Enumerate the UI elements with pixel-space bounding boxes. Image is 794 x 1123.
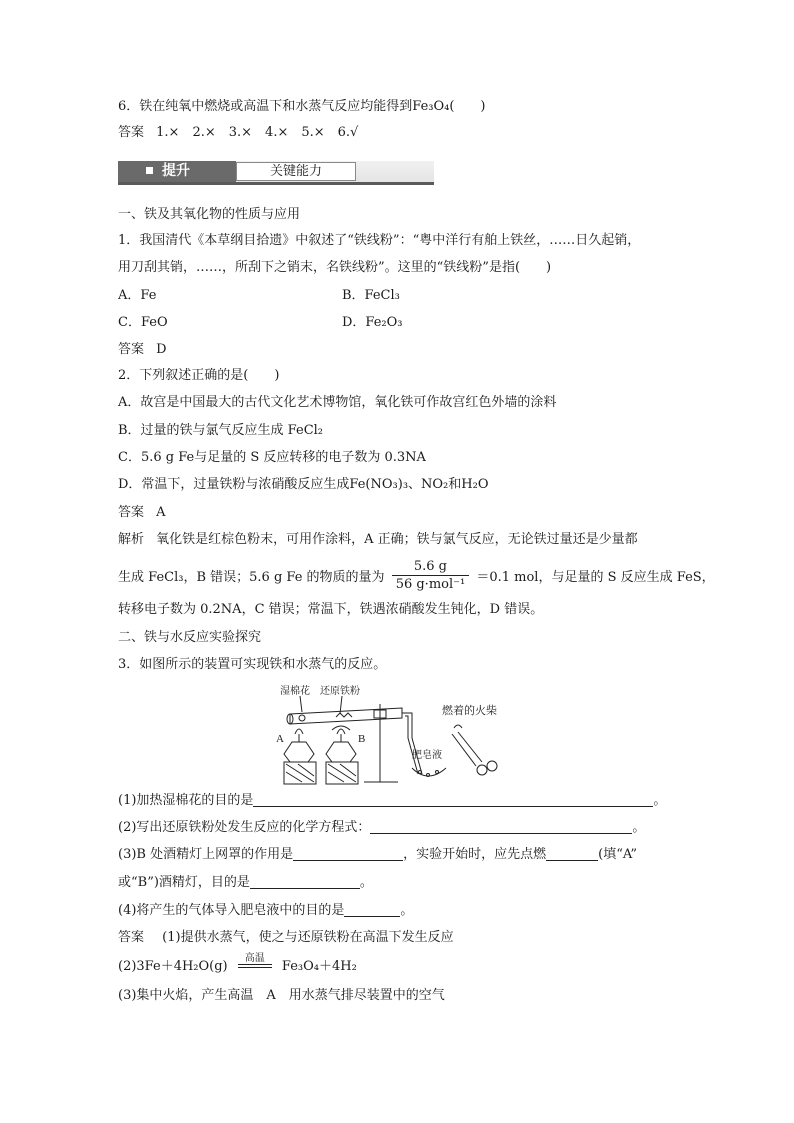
square-bullet-icon [146, 167, 153, 174]
q3-sub3 [118, 846, 637, 864]
condition-text: 高温 [244, 953, 265, 964]
sub-question-text: 或“B”)酒精灯，目的是 [118, 875, 250, 890]
q1-answer-row [118, 341, 167, 359]
q2-option-b: B．过量的铁与氯气反应生成 FeCl₂ [118, 423, 324, 438]
part1-heading: 一、铁及其氧化物的性质与应用 [118, 207, 301, 222]
answer-blank[interactable] [370, 819, 632, 834]
answer-label: 答案 [118, 125, 145, 140]
answer-label: 答案 [118, 930, 145, 945]
period: 。 [632, 820, 646, 835]
answer-blank[interactable] [253, 792, 653, 807]
q3-sub2 [118, 819, 645, 837]
q6-answer-row [118, 124, 358, 142]
fraction-denominator: 56 g·mol⁻¹ [395, 577, 466, 592]
q2-answer-row [118, 504, 166, 522]
answer-blank[interactable] [293, 846, 403, 861]
q3-sub1 [118, 792, 666, 810]
label-reduced-iron: 还原铁粉 [320, 686, 360, 697]
period: 。 [400, 903, 414, 918]
banner-subtitle: 关键能力 [236, 162, 356, 181]
banner-title: 提升 [162, 163, 190, 179]
q2-analysis-line2 [118, 560, 715, 595]
q3-answer-2 [118, 953, 357, 976]
q2-option-c: C．5.6 g Fe与足量的 S 反应转移的电子数为 0.3NA [118, 450, 426, 465]
label-lamp-a: A [276, 733, 284, 745]
q3-sub4 [118, 902, 413, 920]
q1-option-a: A．Fe [118, 288, 157, 303]
answer-label: 答案 [118, 505, 145, 520]
sub-question-text: (4)将产生的气体导入肥皂液中的目的是 [118, 903, 345, 918]
analysis-text: ＝0.1 mol，与足量的 S 反应生成 FeS， [476, 570, 715, 585]
q1-line1: 1．我国清代《本草纲目拾遗》中叙述了“铁线粉”：“粤中洋行有舶上铁丝，……日久起销， [118, 233, 641, 248]
analysis-text: 生成 FeCl₃，B 错误；5.6 g Fe 的物质的量为 [118, 570, 385, 585]
q6-stem: 6．铁在纯氧中燃烧或高温下和水蒸气反应均能得到Fe₃O₄( ) [118, 99, 486, 114]
sub-question-text: (填“A” [598, 847, 637, 862]
label-wet-cotton: 湿棉花 [280, 686, 310, 697]
section-banner [118, 161, 434, 185]
q2-stem: 2．下列叙述正确的是( ) [118, 368, 280, 383]
period: 。 [653, 793, 667, 808]
q2-analysis-line1 [118, 531, 638, 549]
q2-answer: A [156, 505, 166, 520]
q6-answer: 1.× 2.× 3.× 4.× 5.× 6.√ [156, 125, 359, 140]
q2-option-a: A．故宫是中国最大的古代文化艺术博物馆，氧化铁可作故宫红色外墙的涂料 [118, 395, 557, 410]
q3-stem: 3．如图所示的装置可实现铁和水蒸气的反应。 [118, 657, 387, 672]
q3-answer-3: (3)集中火焰，产生高温 A 用水蒸气排尽装置中的空气 [118, 988, 445, 1003]
sub-question-text: (2)写出还原铁粉处发生反应的化学方程式： [118, 820, 371, 835]
q1-line2: 用刀刮其销，……，所刮下之销末，名铁线粉”。这里的“铁线粉”是指( ) [118, 260, 552, 275]
molar-fraction [392, 558, 470, 593]
reaction-condition [238, 953, 272, 968]
answer-blank[interactable] [546, 846, 598, 861]
sub-question-text: ，实验开始时，应先点燃 [403, 847, 547, 862]
sub-question-text: (1)加热湿棉花的目的是 [118, 793, 254, 808]
sub-question-text: (3)B 处酒精灯上网罩的作用是 [118, 847, 294, 862]
equation-right: Fe₃O₄＋4H₂ [281, 959, 357, 974]
equals-sign [238, 964, 272, 968]
label-lamp-b: B [358, 733, 366, 745]
fraction-numerator: 5.6 g [392, 558, 470, 576]
q1-option-c: C．FeO [118, 315, 168, 330]
q1-answer: D [156, 342, 167, 357]
analysis-label: 解析 [118, 532, 145, 547]
answer-blank[interactable] [344, 902, 400, 917]
q3-sub3-cont [118, 874, 373, 892]
q1-option-b: B．FeCl₃ [342, 288, 400, 303]
q1-option-d: D．Fe₂O₃ [342, 315, 403, 330]
equation-left: (2)3Fe＋4H₂O(g) [118, 959, 228, 974]
q3-answer-row [118, 929, 454, 947]
q3-answer-1: (1)提供水蒸气，使之与还原铁粉在高温下发生反应 [162, 930, 454, 945]
label-soap: 肥皂液 [412, 750, 442, 761]
period: 。 [359, 875, 373, 890]
part2-heading: 二、铁与水反应实验探究 [118, 630, 262, 645]
apparatus-diagram [262, 684, 552, 790]
answer-label: 答案 [118, 342, 145, 357]
analysis-text: 氧化铁是红棕色粉末，可用作涂料，A 正确；铁与氯气反应，无论铁过量还是少量都 [156, 532, 638, 547]
answer-blank[interactable] [250, 874, 360, 889]
banner-tab-dark [118, 161, 236, 182]
q2-option-d: D．常温下，过量铁粉与浓硝酸反应生成Fe(NO₃)₃、NO₂和H₂O [118, 477, 489, 492]
q2-analysis-line3: 转移电子数为 0.2NA，C 错误；常温下，铁遇浓硝酸发生钝化，D 错误。 [118, 602, 544, 617]
label-match: 燃着的火柴 [442, 705, 497, 717]
